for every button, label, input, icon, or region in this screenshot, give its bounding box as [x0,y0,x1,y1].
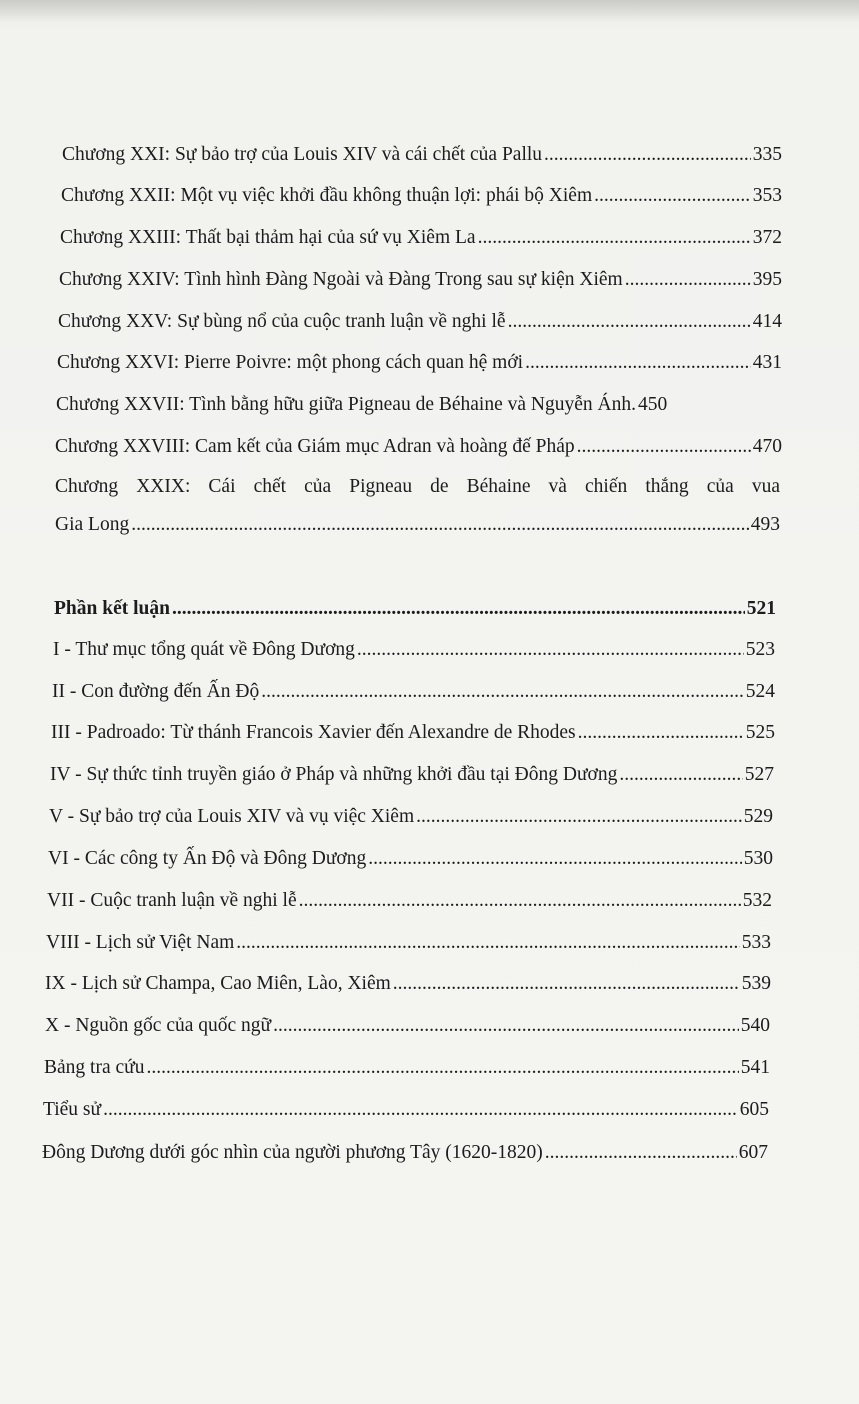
toc-entry-conclusion [54,597,776,621]
dot-leader [478,226,751,250]
toc-entry-title: I - Thư mục tổng quát về Đông Dương [53,639,355,660]
toc-entry-title: VIII - Lịch sử Việt Nam [46,932,235,953]
toc-entry-appendix-4 [50,763,774,787]
toc-entry-page: 541 [740,1057,770,1078]
toc-entry-title: Chương XXIII: Thất bại thảm hại của sứ vụ Xiêm La [60,227,476,248]
toc-entry-page: 539 [741,973,771,994]
toc-entry-page: 530 [743,848,773,869]
dot-leader [508,310,751,334]
toc-entry-page: 470 [752,436,782,457]
toc-entry-continuation [55,513,780,537]
toc-entry-page: 521 [746,598,776,619]
toc-entry-page: 523 [745,639,775,660]
toc-entry-appendix-10 [45,1014,770,1038]
dot-leader [273,1014,739,1038]
dot-leader [357,638,744,662]
toc-entry-title: IX - Lịch sử Champa, Cao Miên, Lào, Xiêm [45,973,391,994]
toc-entry-title-continued: Gia Long [55,514,130,535]
toc-entry-page: 335 [752,144,782,165]
dot-leader [544,143,751,167]
toc-entry-page: 353 [752,185,782,206]
toc-entry-title: Đông Dương dưới góc nhìn của người phương Tây (1620-1820) [42,1142,543,1163]
toc-entry-title: III - Padroado: Từ thánh Francois Xavier đến Alexandre de Rhodes [51,722,576,743]
toc-entry-page: 524 [745,681,775,702]
toc-entry-chapter-26 [57,351,782,375]
toc-entry-page: 540 [740,1015,770,1036]
toc-entry-page: 431 [752,352,782,373]
toc-entry-appendix-1 [53,638,775,662]
toc-entry-page: 525 [745,722,775,743]
toc-entry-appendix-2 [52,680,775,704]
dot-leader [619,763,742,787]
dot-leader [172,597,745,621]
dot-leader [393,972,740,996]
toc-entry-chapter-24 [59,268,782,292]
dot-leader [236,931,739,955]
toc-entry-chapter-29 [55,475,780,537]
dot-leader [625,268,751,292]
toc-entry-title: Chương XXI: Sự bảo trợ của Louis XIV và cái chết của Pallu [62,144,543,165]
dot-leader [578,721,744,745]
toc-entry-page: 529 [743,806,773,827]
toc-entry-biography [43,1098,769,1122]
toc-entry-page: 605 [739,1099,769,1120]
dot-leader [368,847,742,871]
toc-entry-title: II - Con đường đến Ấn Độ [52,681,260,702]
toc-entry-chapter-27 [56,393,782,417]
toc-entry-chapter-25 [58,310,782,334]
toc-entry-page: 607 [738,1142,768,1163]
toc-entry-title: VI - Các công ty Ấn Độ và Đông Dương [48,848,367,869]
toc-entry-title: Phần kết luận [54,598,170,619]
toc-entry-title: Chương XXII: Một vụ việc khởi đầu không thuận lợi: phái bộ Xiêm [61,185,593,206]
toc-entry-appendix-7 [47,889,772,913]
toc-entry-title: Tiểu sử [43,1099,102,1120]
toc-entry-page: 450 [637,394,668,415]
dot-leader [594,184,751,208]
dot-leader [525,351,751,375]
toc-entry-appendix-9 [45,972,771,996]
toc-entry-page: 493 [750,514,780,535]
dot-leader [261,680,744,704]
toc-entry-book-title [42,1141,768,1165]
toc-entry-page: 414 [752,311,782,332]
toc-entry-title: VII - Cuộc tranh luận về nghi lễ [47,890,297,911]
toc-entry-chapter-22 [61,184,782,208]
dot-leader [131,513,749,537]
toc-entry-chapter-28 [55,435,782,459]
dot-leader [545,1141,737,1165]
dot-leader [103,1098,738,1122]
toc-entry-index [44,1056,770,1080]
toc-entry-page: 527 [744,764,774,785]
toc-entry-appendix-3 [51,721,775,745]
toc-entry-page: 533 [741,932,771,953]
toc-entry-appendix-5 [49,805,773,829]
toc-entry-title: Chương XXVI: Pierre Poivre: một phong cách quan hệ mới [57,352,524,373]
dot-leader [299,889,741,913]
toc-entry-title: Chương XXIX: Cái chết của Pigneau de Béhaine và chiến thắng của vua [55,476,780,497]
toc-entry-page: 532 [742,890,772,911]
toc-entry-chapter-23 [60,226,782,250]
toc-entry-appendix-8 [46,931,771,955]
toc-entry-title: V - Sự bảo trợ của Louis XIV và vụ việc Xiêm [49,806,415,827]
dot-leader [416,805,742,829]
toc-entry-appendix-6 [48,847,773,871]
toc-entry-page: 372 [752,227,782,248]
toc-entry-title: X - Nguồn gốc của quốc ngữ [45,1015,272,1036]
dot-leader [577,435,751,459]
toc-entry-title: Chương XXVIII: Cam kết của Giám mục Adran và hoàng đế Pháp [55,436,575,457]
toc-entry-title: IV - Sự thức tỉnh truyền giáo ở Pháp và những khởi đầu tại Đông Dương [50,764,618,785]
toc-entry-title: Chương XXVII: Tình bằng hữu giữa Pigneau de Béhaine và Nguyễn Ánh. [56,394,636,415]
toc-entry-title: Chương XXV: Sự bùng nổ của cuộc tranh luận về nghi lễ [58,311,506,332]
toc-entry-page: 395 [752,269,782,290]
dot-leader [146,1056,738,1080]
toc-entry-chapter-21 [62,143,782,167]
toc-entry-title: Bảng tra cứu [44,1057,145,1078]
toc-entry-title: Chương XXIV: Tình hình Đàng Ngoài và Đàng Trong sau sự kiện Xiêm [59,269,623,290]
